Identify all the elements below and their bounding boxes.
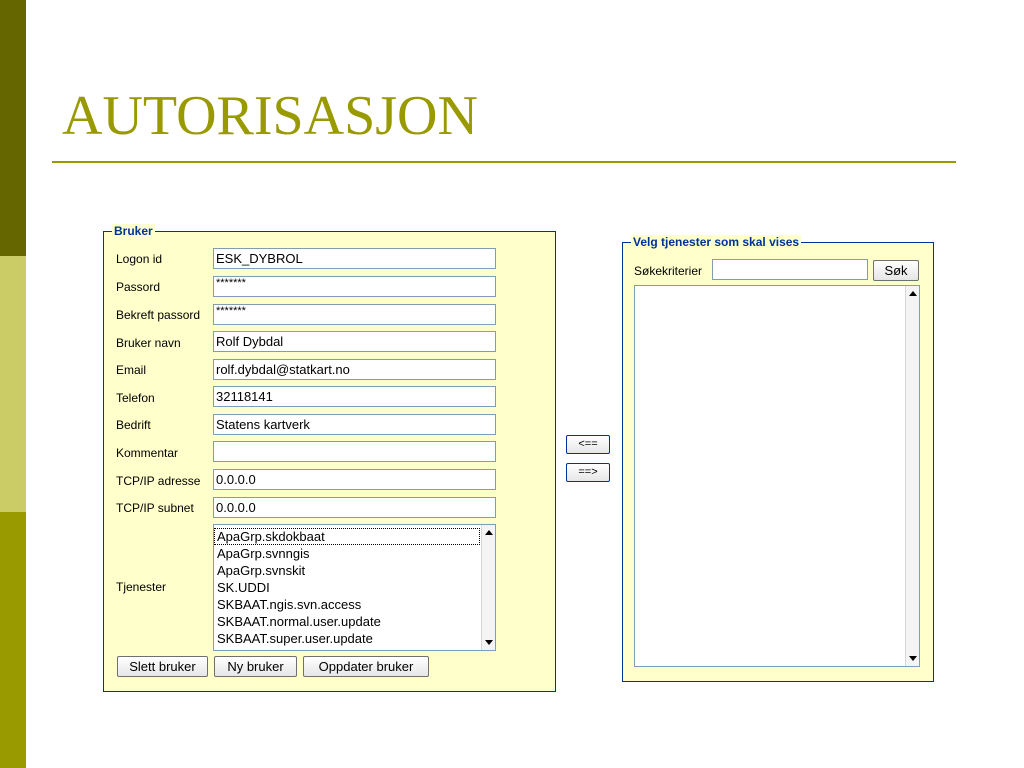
list-item[interactable]: ApaGrp.svnskit bbox=[217, 563, 306, 578]
email-label: Email bbox=[116, 363, 147, 377]
list-item[interactable]: SKBAAT.normal.user.update bbox=[217, 614, 381, 629]
page-title: AUTORISASJON bbox=[62, 85, 478, 147]
tcpip-subnet-label: TCP/IP subnet bbox=[116, 501, 194, 515]
search-input[interactable] bbox=[712, 259, 868, 280]
move-left-button[interactable]: <== bbox=[566, 435, 610, 454]
list-item[interactable]: ApaGrp.skdokbaat bbox=[214, 528, 480, 545]
kommentar-field[interactable] bbox=[213, 441, 496, 462]
tjenester-listbox[interactable] bbox=[213, 524, 496, 651]
kommentar-label: Kommentar bbox=[116, 446, 179, 460]
move-right-button[interactable]: ==> bbox=[566, 463, 610, 482]
list-item[interactable]: SKBAAT.super.user.update bbox=[217, 631, 373, 646]
sok-button[interactable]: Søk bbox=[873, 260, 919, 281]
bruker-navn-label: Bruker navn bbox=[116, 336, 181, 350]
ny-bruker-button[interactable]: Ny bruker bbox=[214, 656, 297, 677]
tcpip-adresse-label: TCP/IP adresse bbox=[116, 474, 201, 488]
velg-tjenester-legend: Velg tjenester som skal vises bbox=[633, 235, 800, 249]
tcpip-adresse-field[interactable]: 0.0.0.0 bbox=[213, 469, 496, 490]
tjenester-label: Tjenester bbox=[116, 580, 167, 594]
bruker-legend: Bruker bbox=[114, 224, 153, 238]
sokekriterier-label: Søkekriterier bbox=[634, 264, 703, 278]
email-field[interactable]: rolf.dybdal@statkart.no bbox=[213, 359, 496, 380]
tjenester-scrollbar[interactable] bbox=[481, 525, 495, 650]
logon-id-field[interactable]: ESK_DYBROL bbox=[213, 248, 496, 269]
oppdater-bruker-button[interactable]: Oppdater bruker bbox=[303, 656, 429, 677]
result-scrollbar[interactable] bbox=[905, 286, 919, 666]
bekreft-passord-field[interactable]: ******* bbox=[213, 304, 496, 325]
list-item[interactable]: ApaGrp.svnngis bbox=[217, 546, 310, 561]
passord-label: Passord bbox=[116, 280, 161, 294]
scroll-up-icon[interactable] bbox=[485, 530, 493, 535]
tjenester-result-listbox[interactable] bbox=[634, 285, 920, 667]
scroll-up-icon[interactable] bbox=[909, 291, 917, 296]
sidebar-band-dark bbox=[0, 0, 26, 256]
bruker-navn-field[interactable]: Rolf Dybdal bbox=[213, 331, 496, 352]
list-item[interactable]: SKBAAT.ngis.svn.access bbox=[217, 597, 362, 612]
telefon-field[interactable]: 32118141 bbox=[213, 386, 496, 407]
passord-field[interactable]: ******* bbox=[213, 276, 496, 297]
bedrift-label: Bedrift bbox=[116, 418, 151, 432]
sidebar-band-light bbox=[0, 256, 26, 512]
tcpip-subnet-field[interactable]: 0.0.0.0 bbox=[213, 497, 496, 518]
sidebar-decoration bbox=[0, 0, 26, 768]
telefon-label: Telefon bbox=[116, 391, 155, 405]
bedrift-field[interactable]: Statens kartverk bbox=[213, 414, 496, 435]
slett-bruker-button[interactable]: Slett bruker bbox=[117, 656, 208, 677]
scroll-down-icon[interactable] bbox=[485, 640, 493, 645]
list-item[interactable]: SK.UDDI bbox=[217, 580, 270, 595]
title-divider bbox=[52, 161, 956, 163]
scroll-down-icon[interactable] bbox=[909, 656, 917, 661]
bekreft-passord-label: Bekreft passord bbox=[116, 308, 201, 322]
sidebar-band-mid bbox=[0, 512, 26, 768]
logon-id-label: Logon id bbox=[116, 252, 163, 266]
